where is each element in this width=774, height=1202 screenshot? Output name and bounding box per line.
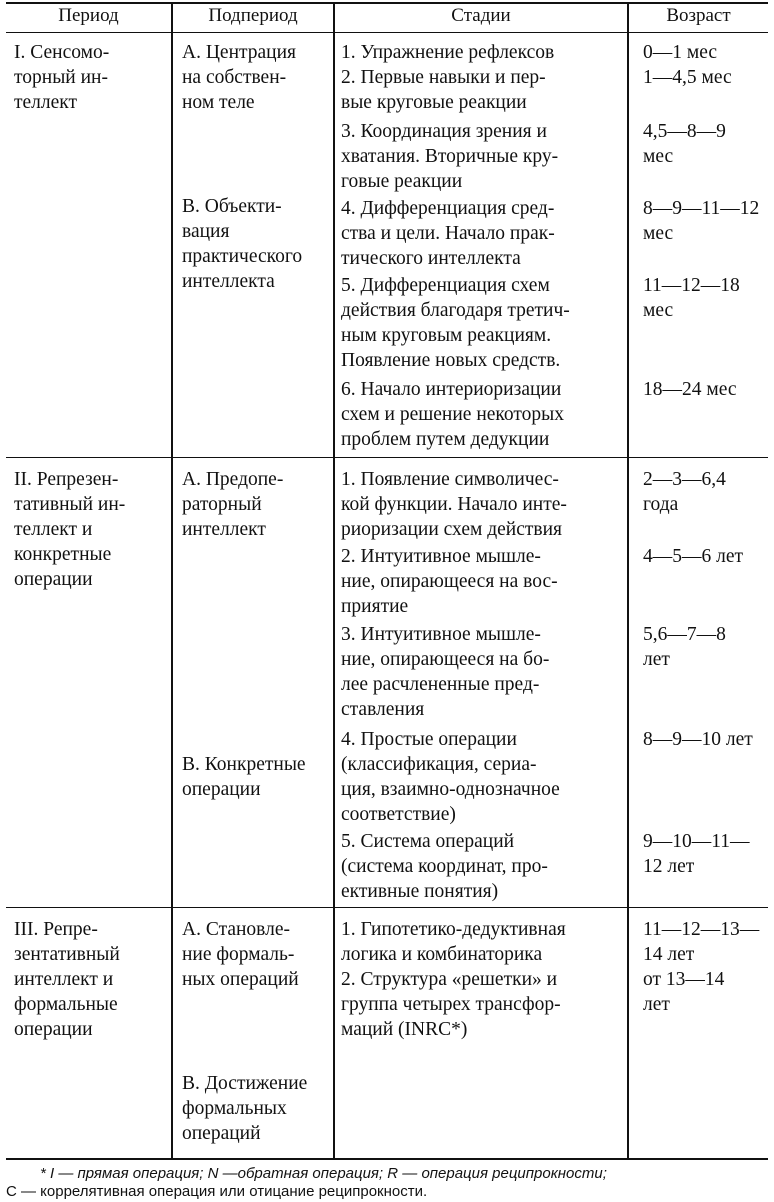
- table-bottom-rule: [6, 1158, 768, 1160]
- age-2-4: 8—9—10 лет: [643, 729, 753, 750]
- header-rule: [6, 32, 768, 33]
- header-stages: Стадии: [451, 5, 511, 26]
- footnote-line-1: * I — прямая операция; N —обратная операция; R — операция реципрокности;: [40, 1165, 607, 1182]
- age-1-1: 0—1 мес 1—4,5 мес: [643, 42, 732, 88]
- header-subperiod: Подпериод: [208, 5, 298, 26]
- age-2-1: 2—3—6,4 года: [643, 469, 726, 515]
- stage-1-4: 4. Дифференциация сред- ства и цели. Начало прак- тического интеллекта: [341, 198, 555, 269]
- stage-2-4: 4. Простые операции (классификация, сериа- ция, взаимно-однозначное соответствие): [341, 729, 560, 825]
- subperiod-2b: В. Конкретные операции: [182, 754, 306, 800]
- age-2-2: 4—5—6 лет: [643, 546, 744, 567]
- subperiod-3b: В. Достижение формальных операций: [182, 1073, 308, 1144]
- stage-3: 1. Гипотетико-дедуктивная логика и комбинаторика 2. Структура «решетки» и группа четырех трансфор- маций (INRC*): [341, 919, 566, 1040]
- col-divider-3: [627, 2, 629, 1158]
- stage-2-1: 1. Появление символичес- кой функции. Начало инте- риоризации схем действия: [341, 469, 567, 540]
- subperiod-3a: А. Становле- ние формаль- ных операций: [182, 919, 299, 990]
- header-age: Возраст: [666, 5, 731, 26]
- period-1: I. Сенсомо- торный ин- теллект: [14, 42, 110, 113]
- header-period: Период: [58, 5, 119, 26]
- col-divider-1: [171, 2, 173, 1158]
- period-2: II. Репрезен- тативный ин- теллект и конкретные операции: [14, 469, 126, 590]
- age-1-5: 11—12—18 мес: [643, 275, 740, 321]
- row-rule-1: [6, 457, 768, 458]
- subperiod-1b: В. Объекти- вация практического интеллекта: [182, 196, 303, 292]
- age-1-3: 4,5—8—9 мес: [643, 121, 726, 167]
- row-rule-2: [6, 907, 768, 908]
- subperiod-1a: А. Центрация на собствен- ном теле: [182, 42, 297, 113]
- col-divider-2: [333, 2, 335, 1158]
- stage-2-3: 3. Интуитивное мышле- ние, опирающееся на бо- лее расчлененные пред- ставления: [341, 624, 550, 720]
- age-1-4: 8—9—11—12 мес: [643, 198, 760, 244]
- period-3: III. Репре- зентативный интеллект и формальные операции: [14, 919, 120, 1040]
- age-1-6: 18—24 мес: [643, 379, 737, 400]
- stage-1-1: 1. Упражнение рефлексов 2. Первые навыки и пер- вые круговые реакции: [341, 42, 555, 113]
- footnote-line-2: С — коррелятивная операция или отицание реципрокности.: [6, 1183, 428, 1200]
- age-2-5: 9—10—11— 12 лет: [643, 831, 750, 877]
- stage-1-6: 6. Начало интериоризации схем и решение некоторых проблем путем дедукции: [341, 379, 565, 450]
- subperiod-2a: А. Предопе- раторный интеллект: [182, 469, 284, 540]
- stage-2-2: 2. Интуитивное мышле- ние, опирающееся на вос- приятие: [341, 546, 558, 617]
- age-2-3: 5,6—7—8 лет: [643, 624, 726, 670]
- age-3: 11—12—13— 14 лет от 13—14 лет: [643, 919, 760, 1015]
- stage-2-5: 5. Система операций (система координат, про- ективные понятия): [341, 831, 548, 902]
- stage-1-3: 3. Координация зрения и хватания. Вторичные кру- говые реакции: [341, 121, 559, 192]
- stage-1-5: 5. Дифференциация схем действия благодаря третич- ным круговым реакциям. Появление новых средств.: [341, 275, 570, 371]
